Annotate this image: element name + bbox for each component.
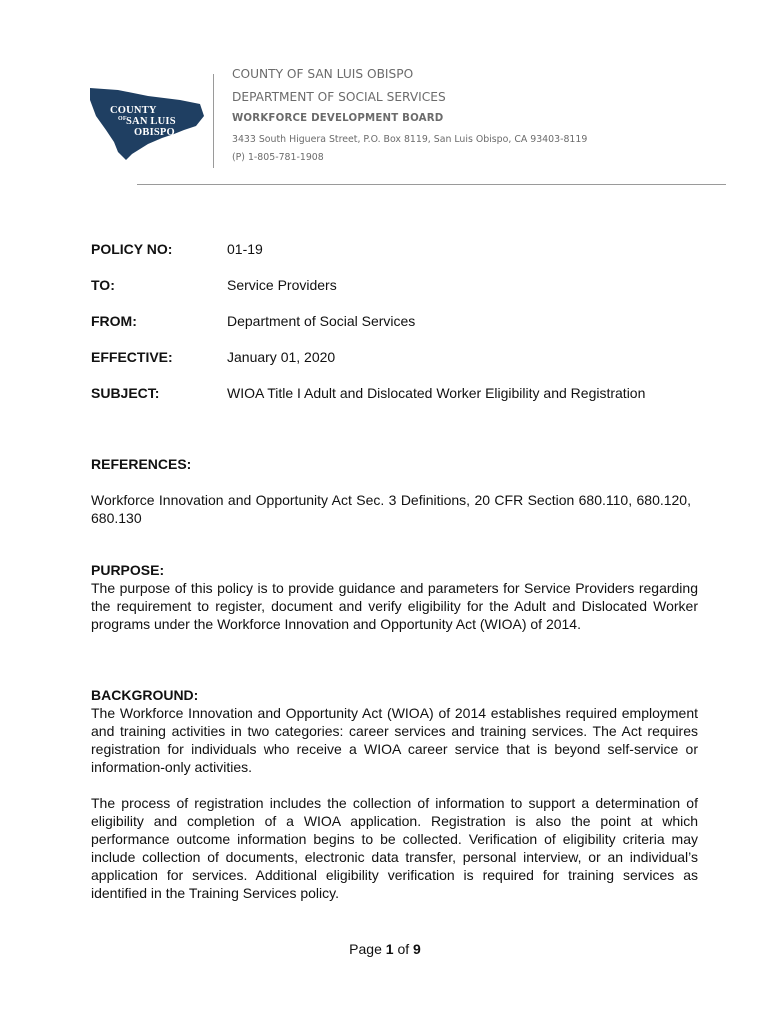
background-paragraph-1: The Workforce Innovation and Opportunity Act (WIOA) of 2014 establishes required employment and training activities in two categories: career services and training services. The Act requires registration for individuals who receive a WIOA career service that is beyond self-service or information-only activities.	[91, 705, 698, 775]
page-word: Page	[349, 941, 382, 957]
memo-value: Service Providers	[227, 277, 337, 293]
county-logo	[88, 86, 204, 160]
purpose-text: The purpose of this policy is to provide guidance and parameters for Service Providers regarding the requirement to register, document and verify eligibility for the Adult and Dislocated Worker programs under the Workforce Innovation and Opportunity Act (WIOA) of 2014.	[91, 580, 698, 632]
memo-label: POLICY NO:	[91, 241, 173, 257]
memo-label: FROM:	[91, 313, 137, 329]
header-county: COUNTY OF SAN LUIS OBISPO	[232, 67, 414, 81]
memo-value: WIOA Title I Adult and Dislocated Worker Eligibility and Registration	[227, 385, 646, 401]
purpose-title: PURPOSE:	[91, 562, 165, 578]
header-horizontal-divider	[137, 184, 726, 185]
references-section	[91, 455, 698, 527]
memo-label: EFFECTIVE:	[91, 349, 173, 365]
memo-value: January 01, 2020	[227, 349, 336, 365]
memo-value: 01-19	[227, 241, 263, 257]
page-total: 9	[413, 941, 421, 957]
references-title: REFERENCES:	[91, 456, 192, 472]
header-address: 3433 South Higuera Street, P.O. Box 8119, San Luis Obispo, CA 93403-8119	[232, 134, 588, 145]
background-paragraph-2: The process of registration includes the collection of information to support a determination of eligibility and completion of a WIOA application. Registration is also the point at which performance outcome information begins to be collected. Verification of eligibility criteria may include collection of documents, electronic data transfer, personal interview, or an individual’s application for services. Additional eligibility verification is required for training services as identified in the Training Services policy.	[91, 795, 698, 901]
header-phone: (P) 1-805-781-1908	[232, 152, 324, 163]
memo-value: Department of Social Services	[227, 313, 416, 329]
logo-line-2: SAN LUIS	[126, 116, 176, 127]
of-word: of	[397, 941, 410, 957]
header-department: DEPARTMENT OF SOCIAL SERVICES	[232, 90, 446, 104]
logo-of: OF	[118, 116, 127, 122]
logo-line-3: OBISPO	[134, 127, 175, 138]
references-text: Workforce Innovation and Opportunity Act Sec. 3 Definitions, 20 CFR Section 680.110, 680.120, 680.130	[91, 492, 691, 526]
background-title: BACKGROUND:	[91, 687, 199, 703]
logo-line-1: COUNTY	[110, 105, 157, 116]
memo-label: TO:	[91, 277, 115, 293]
header-board: WORKFORCE DEVELOPMENT BOARD	[232, 113, 444, 124]
background-section	[91, 686, 698, 902]
memo-label: SUBJECT:	[91, 385, 160, 401]
page-current: 1	[385, 941, 394, 957]
header-vertical-divider	[213, 74, 214, 168]
purpose-section	[91, 561, 698, 633]
page-number	[0, 941, 770, 957]
